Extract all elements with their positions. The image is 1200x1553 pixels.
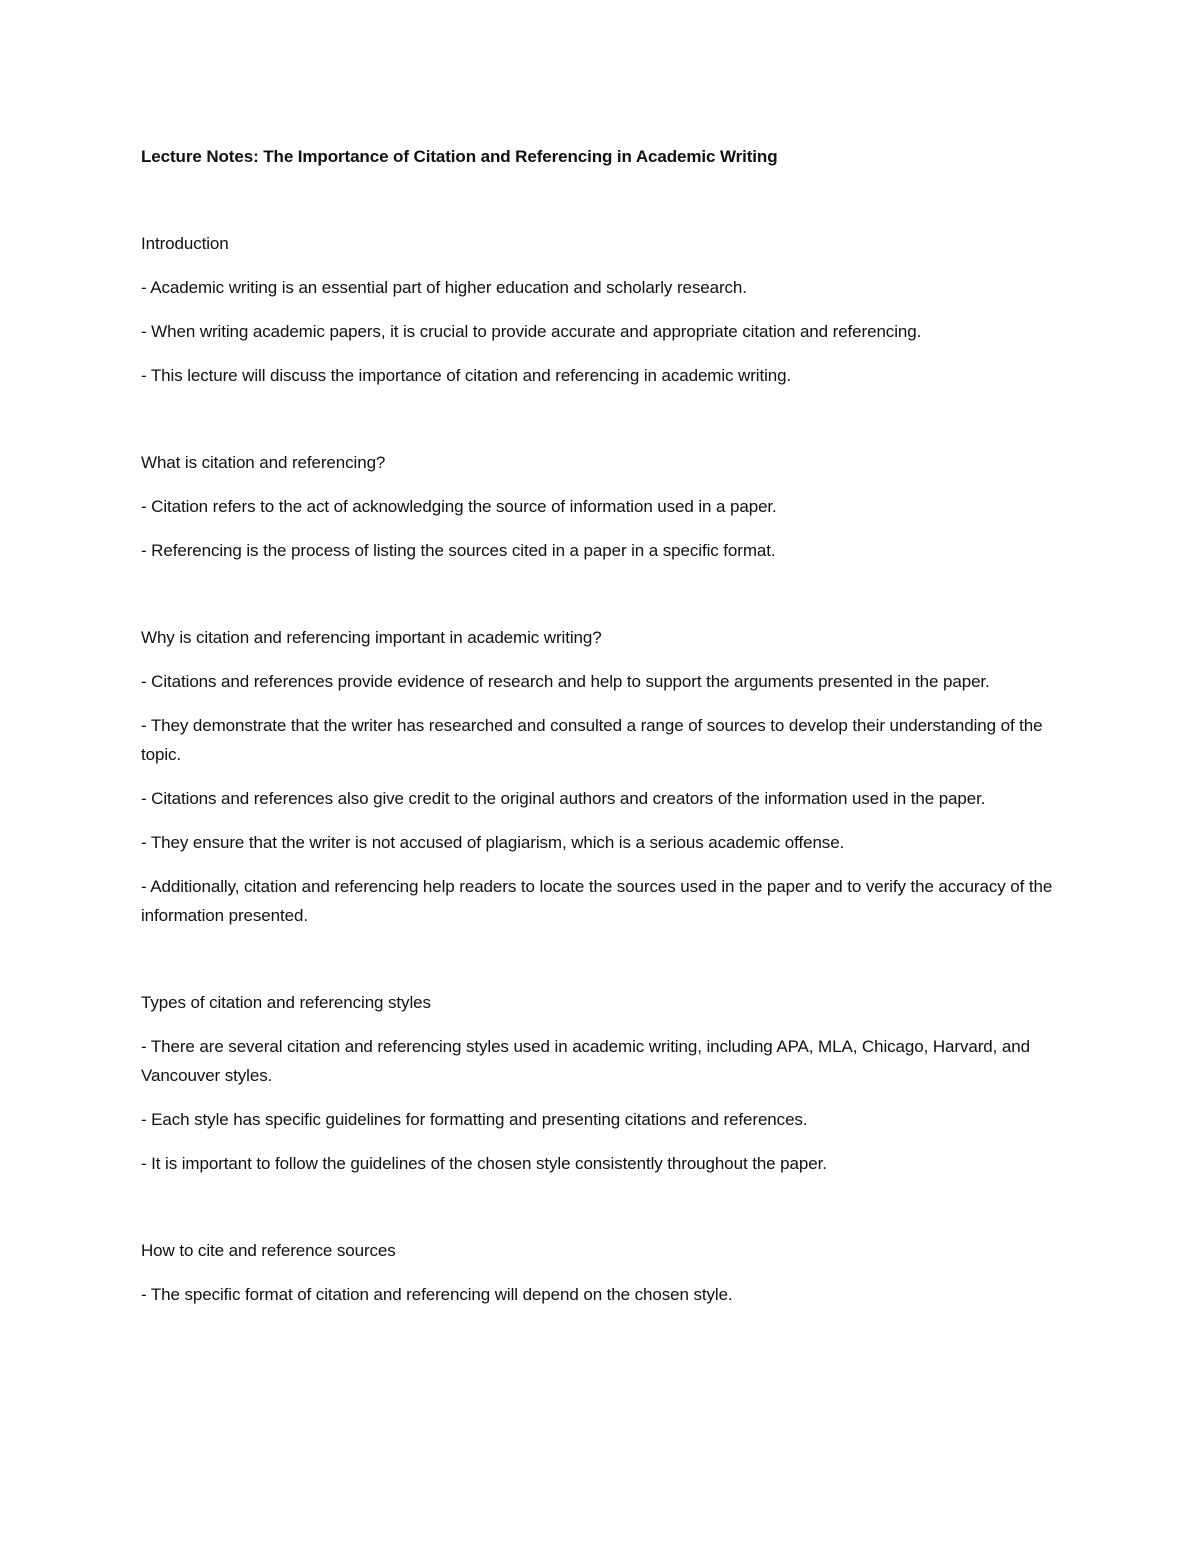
section-heading: Why is citation and referencing important in academic writing?	[141, 628, 602, 647]
section-introduction	[141, 229, 1061, 390]
document-title: Lecture Notes: The Importance of Citation and Referencing in Academic Writing	[141, 147, 778, 166]
bullet-item: - Referencing is the process of listing the sources cited in a paper in a specific format.	[141, 541, 776, 560]
bullet-list	[141, 273, 1061, 390]
bullet-list	[141, 492, 1061, 565]
bullet-list	[141, 667, 1061, 930]
bullet-item: - Additionally, citation and referencing help readers to locate the sources used in the paper and to verify the accuracy of the information presented.	[141, 877, 1053, 925]
bullet-item: - This lecture will discuss the importance of citation and referencing in academic writing.	[141, 366, 792, 385]
bullet-item: - Citations and references also give credit to the original authors and creators of the information used in the paper.	[141, 789, 986, 808]
bullet-item: - They demonstrate that the writer has researched and consulted a range of sources to develop their understanding of the topic.	[141, 716, 1043, 764]
section-heading: Introduction	[141, 234, 229, 253]
section-heading: How to cite and reference sources	[141, 1241, 396, 1260]
bullet-list	[141, 1280, 1061, 1309]
section-what-is-citation	[141, 448, 1061, 565]
bullet-item: - It is important to follow the guidelines of the chosen style consistently throughout the paper.	[141, 1154, 827, 1173]
section-types-of-styles	[141, 988, 1061, 1178]
section-how-to-cite	[141, 1236, 1061, 1309]
document-content	[141, 142, 1061, 1309]
bullet-item: - When writing academic papers, it is crucial to provide accurate and appropriate citation and referencing.	[141, 322, 922, 341]
section-heading: Types of citation and referencing styles	[141, 993, 431, 1012]
bullet-item: - They ensure that the writer is not accused of plagiarism, which is a serious academic offense.	[141, 833, 845, 852]
bullet-item: - Academic writing is an essential part of higher education and scholarly research.	[141, 278, 747, 297]
bullet-item: - Citation refers to the act of acknowledging the source of information used in a paper.	[141, 497, 777, 516]
bullet-list	[141, 1032, 1061, 1178]
section-why-important	[141, 623, 1061, 930]
bullet-item: - There are several citation and referencing styles used in academic writing, including APA, MLA, Chicago, Harvard, and Vancouver styles.	[141, 1037, 1030, 1085]
bullet-item: - Citations and references provide evidence of research and help to support the arguments presented in the paper.	[141, 672, 990, 691]
bullet-item: - Each style has specific guidelines for formatting and presenting citations and references.	[141, 1110, 808, 1129]
section-heading: What is citation and referencing?	[141, 453, 386, 472]
bullet-item: - The specific format of citation and referencing will depend on the chosen style.	[141, 1285, 733, 1304]
